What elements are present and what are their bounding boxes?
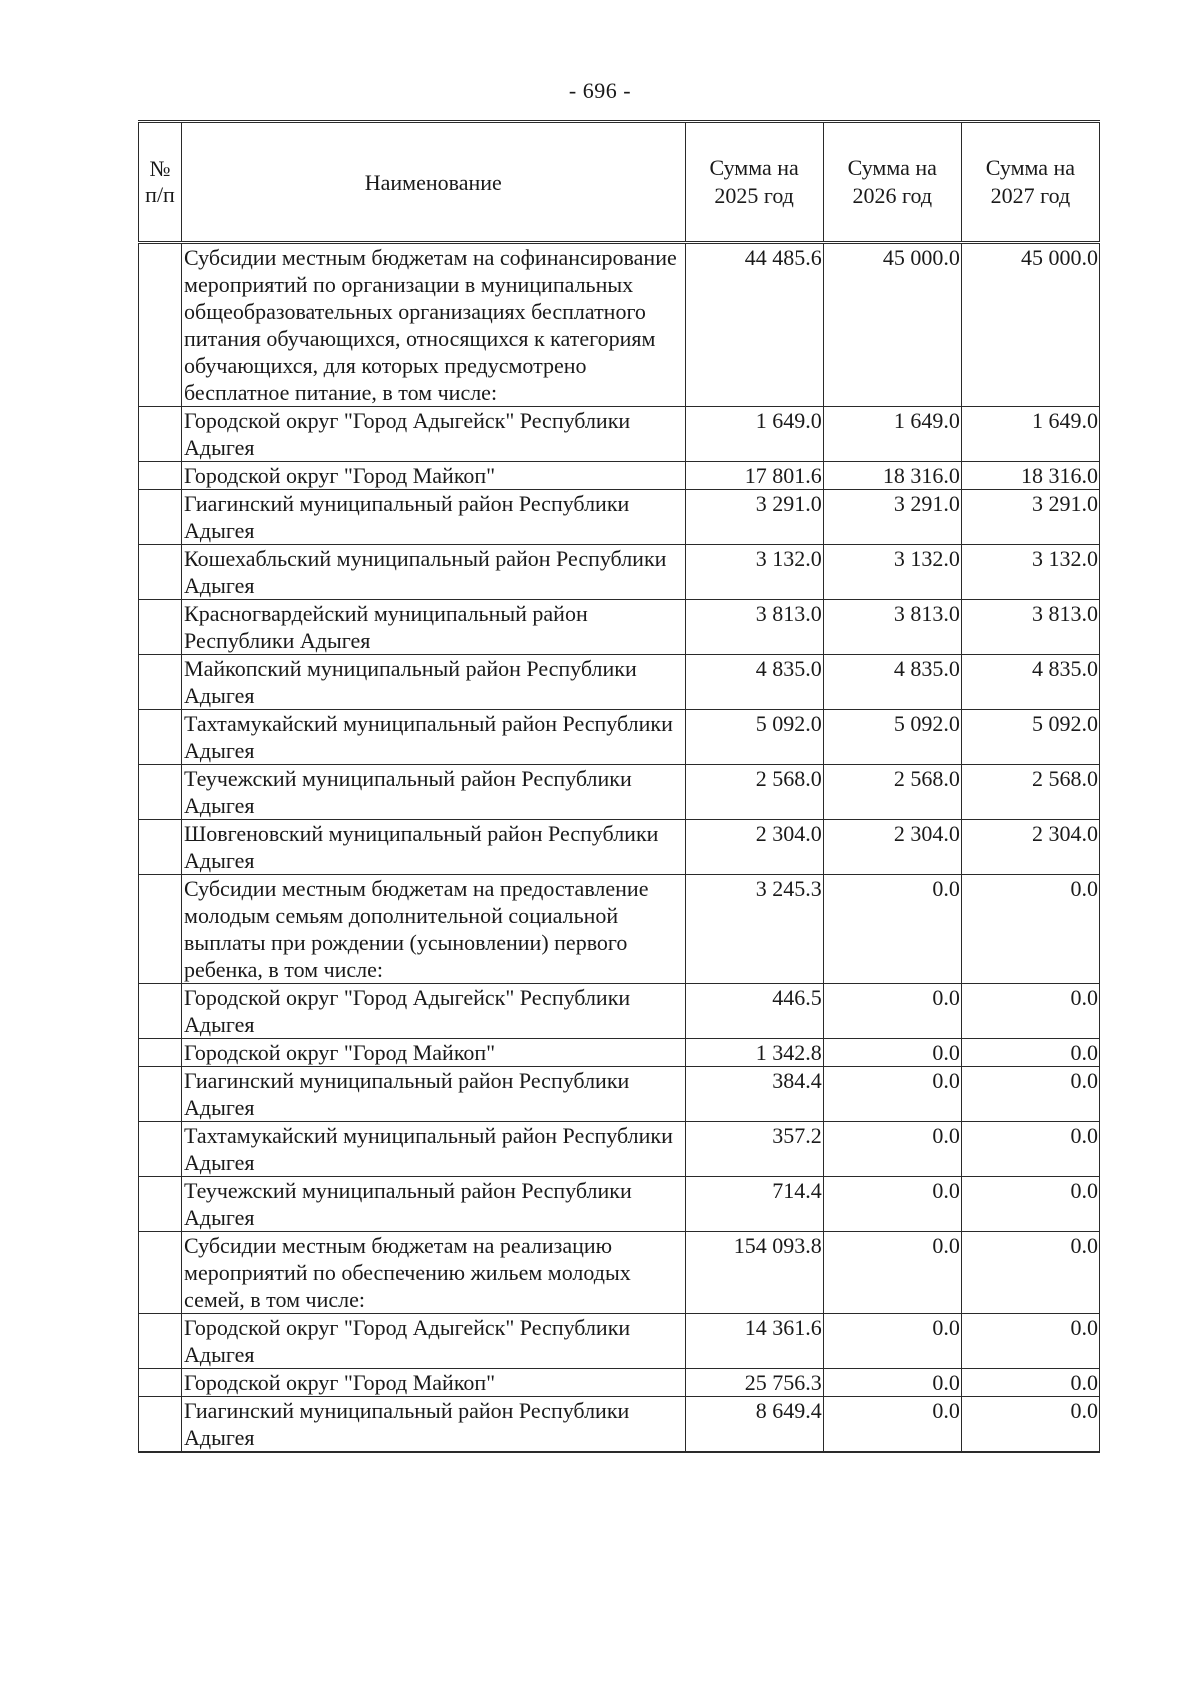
sum-2026-cell: 2 304.0	[823, 820, 961, 875]
table-row	[139, 1122, 1100, 1177]
table-row	[139, 407, 1100, 462]
sum-2027-cell: 0.0	[961, 984, 1099, 1039]
row-name-cell: Красногвардейский муниципальный район Республики Адыгея	[182, 600, 686, 655]
table-row	[139, 1232, 1100, 1314]
sum-2027-cell: 1 649.0	[961, 407, 1099, 462]
row-name-cell: Теучежский муниципальный район Республики Адыгея	[182, 765, 686, 820]
sum-2027-cell: 3 813.0	[961, 600, 1099, 655]
sum-2026-cell: 0.0	[823, 1232, 961, 1314]
row-number-cell	[139, 710, 182, 765]
row-name-cell: Тахтамукайский муниципальный район Республики Адыгея	[182, 710, 686, 765]
sum-2026-cell: 3 291.0	[823, 490, 961, 545]
row-name-cell: Гиагинский муниципальный район Республики Адыгея	[182, 1067, 686, 1122]
sum-2025-cell: 25 756.3	[685, 1369, 823, 1397]
table-row	[139, 655, 1100, 710]
table-row	[139, 600, 1100, 655]
sum-2025-cell: 357.2	[685, 1122, 823, 1177]
sum-2025-cell: 2 304.0	[685, 820, 823, 875]
row-number-cell	[139, 600, 182, 655]
sum-2025-cell: 14 361.6	[685, 1314, 823, 1369]
header-name: Наименование	[182, 122, 686, 243]
sum-2027-cell: 18 316.0	[961, 462, 1099, 490]
page-number: - 696 -	[568, 78, 632, 103]
sum-2025-cell: 3 245.3	[685, 875, 823, 984]
table-row	[139, 1039, 1100, 1067]
row-number-cell	[139, 1232, 182, 1314]
sum-2025-cell: 384.4	[685, 1067, 823, 1122]
sum-2026-cell: 0.0	[823, 1397, 961, 1453]
row-number-cell	[139, 984, 182, 1039]
table-row	[139, 1314, 1100, 1369]
row-number-cell	[139, 545, 182, 600]
row-name-cell: Субсидии местным бюджетам на реализацию мероприятий по обеспечению жильем молодых семей, в том числе:	[182, 1232, 686, 1314]
sum-2025-cell: 17 801.6	[685, 462, 823, 490]
sum-2027-cell: 0.0	[961, 1232, 1099, 1314]
row-number-cell	[139, 1314, 182, 1369]
sum-2026-cell: 45 000.0	[823, 243, 961, 407]
sum-2026-cell: 2 568.0	[823, 765, 961, 820]
table-row	[139, 710, 1100, 765]
table-body	[139, 243, 1100, 1453]
table-row	[139, 545, 1100, 600]
sum-2025-cell: 4 835.0	[685, 655, 823, 710]
row-number-cell	[139, 1039, 182, 1067]
sum-2025-cell: 3 813.0	[685, 600, 823, 655]
row-name-cell: Городской округ "Город Майкоп"	[182, 1039, 686, 1067]
row-number-cell	[139, 820, 182, 875]
sum-2027-cell: 0.0	[961, 1369, 1099, 1397]
row-name-cell: Городской округ "Город Адыгейск" Республики Адыгея	[182, 1314, 686, 1369]
row-name-cell: Гиагинский муниципальный район Республики Адыгея	[182, 490, 686, 545]
sum-2027-cell: 0.0	[961, 1039, 1099, 1067]
row-name-cell: Гиагинский муниципальный район Республики Адыгея	[182, 1397, 686, 1453]
row-number-cell	[139, 490, 182, 545]
header-sum-2027: Сумма на 2027 год	[961, 122, 1099, 243]
table-row	[139, 875, 1100, 984]
table-row	[139, 490, 1100, 545]
row-number-cell	[139, 1122, 182, 1177]
sum-2026-cell: 1 649.0	[823, 407, 961, 462]
sum-2027-cell: 0.0	[961, 1067, 1099, 1122]
sum-2025-cell: 1 342.8	[685, 1039, 823, 1067]
sum-2025-cell: 2 568.0	[685, 765, 823, 820]
sum-2027-cell: 4 835.0	[961, 655, 1099, 710]
table-row	[139, 462, 1100, 490]
row-number-cell	[139, 1177, 182, 1232]
sum-2026-cell: 0.0	[823, 1314, 961, 1369]
sum-2027-cell: 3 291.0	[961, 490, 1099, 545]
row-number-cell	[139, 407, 182, 462]
sum-2026-cell: 0.0	[823, 1039, 961, 1067]
sum-2026-cell: 4 835.0	[823, 655, 961, 710]
sum-2025-cell: 5 092.0	[685, 710, 823, 765]
table-row	[139, 1177, 1100, 1232]
row-name-cell: Городской округ "Город Адыгейск" Республики Адыгея	[182, 984, 686, 1039]
sum-2027-cell: 0.0	[961, 1314, 1099, 1369]
row-number-cell	[139, 1369, 182, 1397]
sum-2027-cell: 0.0	[961, 1397, 1099, 1453]
sum-2027-cell: 0.0	[961, 1122, 1099, 1177]
sum-2025-cell: 714.4	[685, 1177, 823, 1232]
table-row	[139, 1067, 1100, 1122]
table-row	[139, 243, 1100, 407]
sum-2025-cell: 44 485.6	[685, 243, 823, 407]
sum-2026-cell: 3 813.0	[823, 600, 961, 655]
sum-2025-cell: 1 649.0	[685, 407, 823, 462]
row-name-cell: Кошехабльский муниципальный район Республики Адыгея	[182, 545, 686, 600]
sum-2027-cell: 45 000.0	[961, 243, 1099, 407]
row-number-cell	[139, 1067, 182, 1122]
sum-2025-cell: 3 291.0	[685, 490, 823, 545]
sum-2025-cell: 446.5	[685, 984, 823, 1039]
row-name-cell: Теучежский муниципальный район Республики Адыгея	[182, 1177, 686, 1232]
row-name-cell: Шовгеновский муниципальный район Республики Адыгея	[182, 820, 686, 875]
row-name-cell: Майкопский муниципальный район Республики Адыгея	[182, 655, 686, 710]
sum-2025-cell: 3 132.0	[685, 545, 823, 600]
header-sum-2025: Сумма на 2025 год	[685, 122, 823, 243]
header-sum-2026: Сумма на 2026 год	[823, 122, 961, 243]
sum-2026-cell: 0.0	[823, 984, 961, 1039]
sum-2026-cell: 18 316.0	[823, 462, 961, 490]
sum-2027-cell: 2 568.0	[961, 765, 1099, 820]
sum-2025-cell: 154 093.8	[685, 1232, 823, 1314]
row-number-cell	[139, 765, 182, 820]
sum-2026-cell: 0.0	[823, 1067, 961, 1122]
table-row	[139, 984, 1100, 1039]
sum-2026-cell: 5 092.0	[823, 710, 961, 765]
sum-2027-cell: 0.0	[961, 1177, 1099, 1232]
sum-2025-cell: 8 649.4	[685, 1397, 823, 1453]
row-number-cell	[139, 462, 182, 490]
sum-2027-cell: 5 092.0	[961, 710, 1099, 765]
sum-2026-cell: 0.0	[823, 1177, 961, 1232]
row-name-cell: Субсидии местным бюджетам на предоставление молодым семьям дополнительной социальной выплаты при рождении (усыновлении) первого ребенка, в том числе:	[182, 875, 686, 984]
table-row	[139, 765, 1100, 820]
table-row	[139, 1397, 1100, 1453]
sum-2026-cell: 0.0	[823, 1369, 961, 1397]
sum-2027-cell: 2 304.0	[961, 820, 1099, 875]
table-row	[139, 1369, 1100, 1397]
table-row	[139, 820, 1100, 875]
sum-2027-cell: 3 132.0	[961, 545, 1099, 600]
row-number-cell	[139, 655, 182, 710]
row-name-cell: Субсидии местным бюджетам на софинансирование мероприятий по организации в муниципальных общеобразовательных организациях бесплатного питания обучающихся, относящихся к категориям обучающихся, для которых предусмотрено бесплатное питание, в том числе:	[182, 243, 686, 407]
row-name-cell: Городской округ "Город Майкоп"	[182, 462, 686, 490]
budget-table	[138, 120, 1100, 1453]
table-header-row	[139, 122, 1100, 243]
row-name-cell: Городской округ "Город Адыгейск" Республики Адыгея	[182, 407, 686, 462]
sum-2027-cell: 0.0	[961, 875, 1099, 984]
sum-2026-cell: 0.0	[823, 1122, 961, 1177]
row-number-cell	[139, 243, 182, 407]
header-number: № п/п	[139, 122, 182, 243]
row-name-cell: Городской округ "Город Майкоп"	[182, 1369, 686, 1397]
row-number-cell	[139, 1397, 182, 1453]
sum-2026-cell: 3 132.0	[823, 545, 961, 600]
row-number-cell	[139, 875, 182, 984]
sum-2026-cell: 0.0	[823, 875, 961, 984]
row-name-cell: Тахтамукайский муниципальный район Республики Адыгея	[182, 1122, 686, 1177]
